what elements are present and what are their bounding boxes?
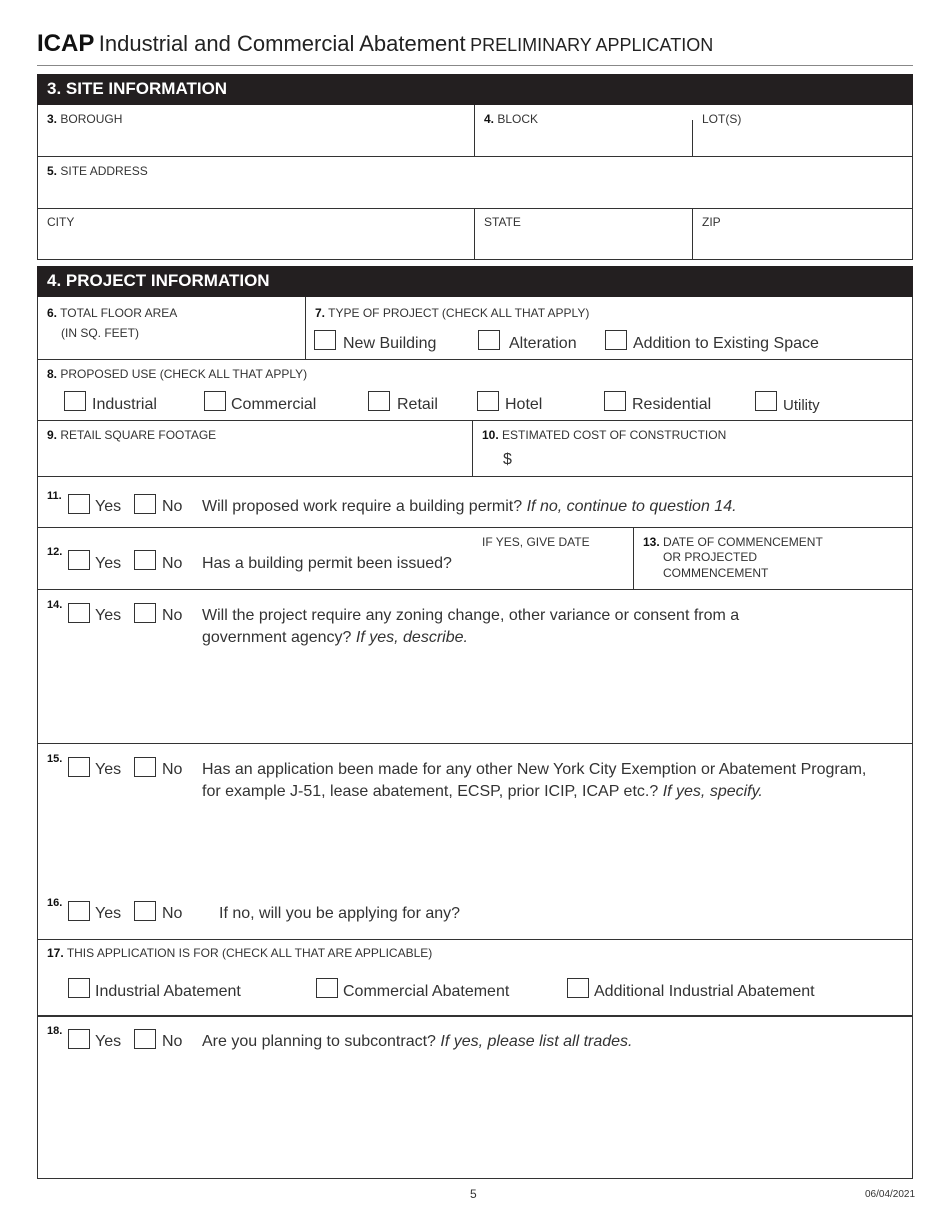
- q11-question: Will proposed work require a building permit? If no, continue to question 14.: [202, 498, 737, 515]
- q18-question: Are you planning to subcontract? If yes, please list all trades.: [202, 1033, 633, 1050]
- divider: [692, 120, 693, 157]
- q18-no-checkbox[interactable]: [134, 1029, 156, 1049]
- divider: [633, 527, 634, 589]
- project-type-label: 7. TYPE OF PROJECT (CHECK ALL THAT APPLY): [315, 306, 590, 320]
- q12-no-label: No: [162, 555, 183, 572]
- q11-no-label: No: [162, 498, 183, 515]
- hotel-use-checkbox[interactable]: [477, 391, 499, 411]
- new-building-checkbox[interactable]: [314, 330, 336, 350]
- industrial-abatement-label: Industrial Abatement: [95, 983, 241, 1000]
- q15-specify-area[interactable]: [202, 810, 902, 890]
- q16-yes-label: Yes: [95, 905, 122, 922]
- site-address-field[interactable]: 5. SITE ADDRESS: [47, 164, 148, 178]
- utility-use-label: Utility: [783, 397, 820, 414]
- q15-yes-label: Yes: [95, 761, 122, 778]
- q15-yes-checkbox[interactable]: [68, 757, 90, 777]
- q15-question-line1: Has an application been made for any other New York City Exemption or Abatement Program,: [202, 761, 867, 778]
- floor-area-unit: (IN SQ. FEET): [61, 326, 139, 340]
- q16-number: 16.: [47, 897, 63, 909]
- q12-number: 12.: [47, 546, 63, 558]
- additional-industrial-abatement-checkbox[interactable]: [567, 978, 589, 998]
- site-section-title: 3. SITE INFORMATION: [37, 74, 913, 105]
- commencement-date-label-3: COMMENCEMENT: [663, 566, 769, 580]
- divider: [474, 208, 475, 260]
- q11-yes-checkbox[interactable]: [68, 494, 90, 514]
- header-divider: [37, 65, 913, 66]
- q12-no-checkbox[interactable]: [134, 550, 156, 570]
- hotel-use-label: Hotel: [505, 396, 543, 413]
- divider: [37, 420, 913, 421]
- residential-use-checkbox[interactable]: [604, 391, 626, 411]
- commercial-use-label: Commercial: [231, 396, 317, 413]
- divider: [37, 105, 38, 260]
- divider: [37, 527, 913, 528]
- q12-yes-checkbox[interactable]: [68, 550, 90, 570]
- borough-field[interactable]: 3. BOROUGH: [47, 112, 123, 126]
- commencement-date-label-2: OR PROJECTED: [663, 550, 758, 564]
- q14-number: 14.: [47, 599, 63, 611]
- divider: [37, 359, 913, 360]
- q18-yes-label: Yes: [95, 1033, 122, 1050]
- divider: [37, 156, 913, 157]
- alteration-checkbox[interactable]: [478, 330, 500, 350]
- q14-question-line2: government agency? If yes, describe.: [202, 629, 468, 646]
- divider: [37, 939, 913, 940]
- brand: ICAP: [37, 30, 95, 57]
- commercial-use-checkbox[interactable]: [204, 391, 226, 411]
- q14-description-area[interactable]: [202, 655, 902, 735]
- q14-question-line1: Will the project require any zoning change, other variance or consent from a: [202, 607, 740, 624]
- divider: [37, 259, 913, 260]
- industrial-use-checkbox[interactable]: [64, 391, 86, 411]
- estimated-cost-field[interactable]: 10. ESTIMATED COST OF CONSTRUCTION: [482, 428, 727, 442]
- q16-no-checkbox[interactable]: [134, 901, 156, 921]
- total-floor-area-field[interactable]: 6. TOTAL FLOOR AREA: [47, 306, 178, 320]
- city-field[interactable]: CITY: [47, 215, 75, 229]
- q14-no-label: No: [162, 607, 183, 624]
- q18-trades-area[interactable]: [202, 1060, 902, 1170]
- retail-use-label: Retail: [397, 396, 438, 413]
- divider: [912, 297, 913, 1179]
- residential-use-label: Residential: [632, 396, 712, 413]
- q16-question: If no, will you be applying for any?: [219, 905, 461, 922]
- retail-use-checkbox[interactable]: [368, 391, 390, 411]
- divider: [37, 1015, 913, 1017]
- form-subtitle: PRELIMINARY APPLICATION: [470, 35, 714, 55]
- divider: [305, 297, 306, 360]
- divider: [912, 105, 913, 260]
- form-header: [37, 30, 917, 64]
- alteration-label: Alteration: [509, 335, 577, 352]
- block-field[interactable]: 4. BLOCK: [484, 112, 539, 126]
- divider: [37, 743, 913, 744]
- q12-question: Has a building permit been issued?: [202, 555, 452, 572]
- commencement-date-field[interactable]: 13. DATE OF COMMENCEMENT: [643, 535, 823, 549]
- industrial-use-label: Industrial: [92, 396, 157, 413]
- utility-use-checkbox[interactable]: [755, 391, 777, 411]
- q14-no-checkbox[interactable]: [134, 603, 156, 623]
- q11-number: 11.: [47, 490, 62, 502]
- lots-field[interactable]: LOT(S): [702, 112, 742, 126]
- commercial-abatement-label: Commercial Abatement: [343, 983, 510, 1000]
- q11-no-checkbox[interactable]: [134, 494, 156, 514]
- divider: [37, 297, 38, 1179]
- project-section-title: 4. PROJECT INFORMATION: [37, 266, 913, 297]
- addition-label: Addition to Existing Space: [633, 335, 819, 352]
- additional-industrial-abatement-label: Additional Industrial Abatement: [594, 983, 815, 1000]
- q18-number: 18.: [47, 1025, 63, 1037]
- q18-yes-checkbox[interactable]: [68, 1029, 90, 1049]
- divider: [692, 208, 693, 260]
- form-title: Industrial and Commercial Abatement: [98, 31, 466, 56]
- revision-date: 06/04/2021: [865, 1189, 916, 1200]
- new-building-label: New Building: [343, 335, 437, 352]
- q18-no-label: No: [162, 1033, 183, 1050]
- retail-square-footage-field[interactable]: 9. RETAIL SQUARE FOOTAGE: [47, 428, 217, 442]
- divider: [37, 208, 913, 209]
- permit-date-field[interactable]: IF YES, GIVE DATE: [482, 535, 590, 549]
- divider: [37, 589, 913, 590]
- q15-no-label: No: [162, 761, 183, 778]
- state-field[interactable]: STATE: [484, 215, 521, 229]
- q16-yes-checkbox[interactable]: [68, 901, 90, 921]
- q11-yes-label: Yes: [95, 498, 122, 515]
- q15-number: 15.: [47, 753, 63, 765]
- divider: [37, 476, 913, 477]
- addition-checkbox[interactable]: [605, 330, 627, 350]
- industrial-abatement-checkbox[interactable]: [68, 978, 90, 998]
- divider: [474, 105, 475, 157]
- application-type-label: 17. THIS APPLICATION IS FOR (CHECK ALL THAT ARE APPLICABLE): [47, 946, 433, 960]
- q14-yes-checkbox[interactable]: [68, 603, 90, 623]
- q15-no-checkbox[interactable]: [134, 757, 156, 777]
- q15-question-line2: for example J-51, lease abatement, ECSP, prior ICIP, ICAP etc.? If yes, specify.: [202, 783, 763, 800]
- q14-yes-label: Yes: [95, 607, 122, 624]
- currency-symbol: $: [503, 451, 512, 468]
- divider: [37, 1178, 913, 1179]
- q12-yes-label: Yes: [95, 555, 122, 572]
- q16-no-label: No: [162, 905, 183, 922]
- divider: [472, 420, 473, 477]
- proposed-use-label: 8. PROPOSED USE (CHECK ALL THAT APPLY): [47, 367, 308, 381]
- page-number: 5: [470, 1187, 477, 1201]
- commercial-abatement-checkbox[interactable]: [316, 978, 338, 998]
- zip-field[interactable]: ZIP: [702, 215, 721, 229]
